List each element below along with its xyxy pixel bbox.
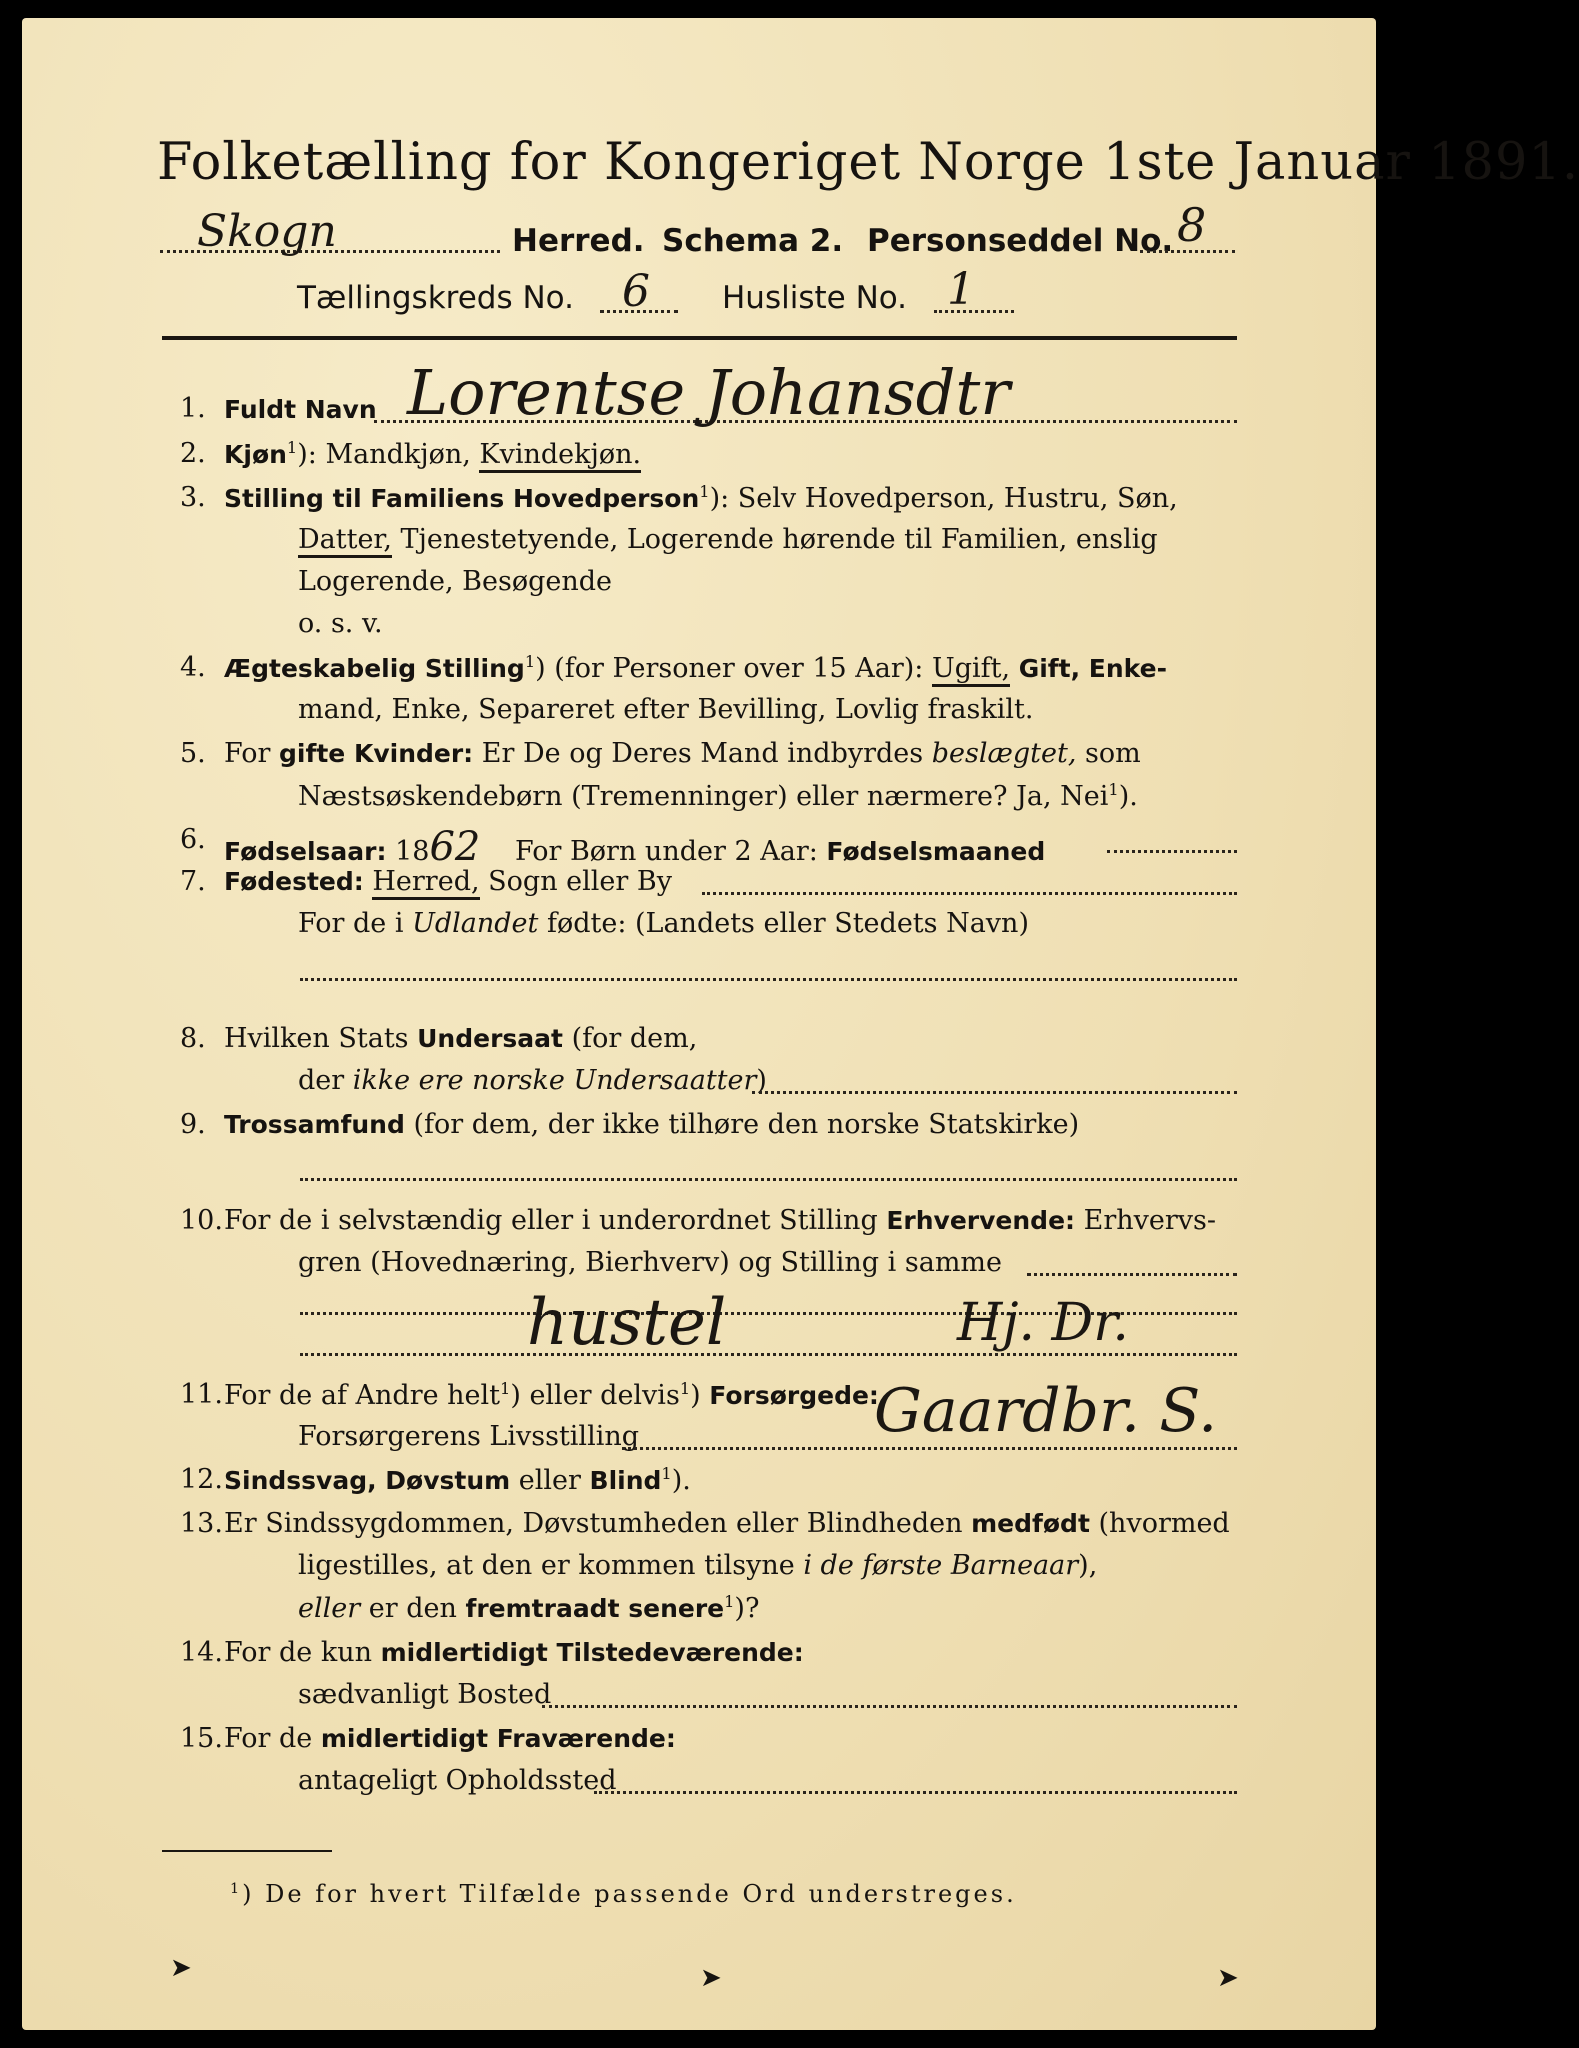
- q4-line1: [224, 652, 1167, 684]
- q8-line2-b: ): [756, 1065, 767, 1096]
- q11-answer: Gaardbr. S.: [874, 1376, 1218, 1446]
- q14-dotted-line: [542, 1705, 1237, 1708]
- q11-line2: Forsørgerens Livsstilling: [298, 1421, 640, 1452]
- husliste-label: Husliste No.: [722, 280, 908, 316]
- q7-line2-a: For de i: [298, 908, 404, 939]
- q7-dotted-line-2: [300, 978, 1237, 981]
- q3-number: 3.: [180, 482, 206, 513]
- q13-number: 13.: [180, 1508, 223, 1539]
- q5-number: 5.: [180, 738, 206, 769]
- q8-line1: [224, 1023, 697, 1054]
- q13-label2: fremtraadt senere: [465, 1594, 725, 1623]
- q9-line: [224, 1109, 1079, 1140]
- q6-label: Fødselsaar:: [224, 837, 387, 866]
- q5-line1-a: Er De og Deres Mand indbyrdes: [481, 738, 924, 769]
- q6-prefix: 18: [395, 836, 430, 867]
- q5-line1-italic: beslægtet,: [931, 738, 1077, 769]
- q15-line2: antageligt Opholdssted: [298, 1765, 617, 1796]
- q12-line: [224, 1464, 691, 1496]
- header-rule: [162, 336, 1237, 340]
- q2-underlined: Kvindekjøn.: [479, 439, 641, 473]
- q13-line2-b: ),: [1078, 1550, 1098, 1581]
- personseddel-label: Personseddel No.: [867, 223, 1174, 259]
- q11-line1-b: ) eller delvis: [510, 1380, 680, 1411]
- q13-label: medfødt: [971, 1509, 1090, 1538]
- q2-label: Kjøn: [224, 440, 287, 469]
- q10-answer: hustel: [527, 1286, 727, 1360]
- footnote: [230, 1880, 1017, 1908]
- personseddel-value: 8: [1177, 198, 1207, 252]
- q13-line1-b: (hvormed: [1098, 1508, 1230, 1539]
- registration-mark-center-icon: ➤: [700, 1963, 722, 1993]
- q5-line1-b: som: [1085, 738, 1141, 769]
- q6-number: 6.: [180, 824, 206, 855]
- q15-label: midlertidigt Fraværende:: [320, 1724, 676, 1753]
- husliste-value: 1: [947, 264, 975, 315]
- q2-sup: 1: [286, 438, 298, 457]
- q5-line2-sup: 1: [1108, 780, 1119, 799]
- q7-line2-italic: Udlandet: [412, 908, 539, 939]
- q11-line1-a: For de af Andre helt: [224, 1380, 501, 1411]
- q2-line: [224, 438, 641, 470]
- q14-label: midlertidigt Tilstedeværende:: [380, 1638, 804, 1667]
- q10-line1-a: For de i selvstændig eller i underordnet Stilling: [224, 1205, 878, 1236]
- q8-number: 8.: [180, 1023, 206, 1054]
- q8-dotted-line: [752, 1091, 1237, 1094]
- q6-answer: 62: [429, 824, 481, 870]
- q11-line1: [224, 1379, 879, 1411]
- q10-number: 10.: [180, 1205, 223, 1236]
- q9-text: (for dem, der ikke tilhøre den norske Statskirke): [413, 1109, 1080, 1140]
- q13-line2: [298, 1550, 1097, 1581]
- q7-line2: [298, 908, 1029, 939]
- q7-text: Sogn eller By: [488, 866, 672, 897]
- q3-line2: [298, 524, 1158, 555]
- q11-number: 11.: [180, 1379, 223, 1410]
- q3-underlined: Datter,: [298, 524, 392, 558]
- q9-number: 9.: [180, 1109, 206, 1140]
- q15-dotted-line: [594, 1791, 1237, 1794]
- q14-number: 14.: [180, 1637, 223, 1668]
- q11-dotted-line: [622, 1447, 1237, 1450]
- q2-text: ): Mandkjøn,: [297, 439, 471, 470]
- q10-line2: gren (Hovednæring, Bierhverv) og Stilling i samme: [298, 1247, 1003, 1278]
- q6-text: For Børn under 2 Aar:: [514, 836, 818, 867]
- q9-label: Trossamfund: [224, 1110, 405, 1139]
- q7-line1: [224, 866, 672, 897]
- q10-line1-b: Erhvervs-: [1083, 1205, 1217, 1236]
- schema-label: Schema 2.: [662, 223, 844, 259]
- q10-dotted-line-3: [300, 1353, 1237, 1356]
- q5-line1: [224, 738, 1141, 769]
- q3-sup: 1: [699, 482, 710, 501]
- q7-number: 7.: [180, 866, 206, 897]
- q4-line1-rest: ) (for Personer over 15 Aar):: [535, 653, 924, 684]
- q6-line: [224, 824, 1045, 870]
- q10-label: Erhvervende:: [886, 1206, 1076, 1235]
- q15-number: 15.: [180, 1723, 223, 1754]
- q14-line1: [224, 1637, 804, 1668]
- q12-number: 12.: [180, 1464, 223, 1495]
- q13-line3: [298, 1592, 759, 1624]
- q11-label: Forsørgede:: [709, 1381, 879, 1410]
- q12-end: ).: [671, 1465, 691, 1496]
- q5-label: gifte Kvinder:: [279, 739, 474, 768]
- q3-line4: o. s. v.: [298, 608, 383, 639]
- q4-number: 4.: [180, 652, 206, 683]
- registration-mark-left-icon: ➤: [170, 1953, 192, 1983]
- q6-label2: Fødselsmaaned: [826, 837, 1046, 866]
- q12-label: Sindssvag, Døvstum: [224, 1466, 511, 1495]
- q8-line2-italic: ikke ere norske Undersaatter: [352, 1065, 757, 1096]
- q1-label: Fuldt Navn: [224, 395, 377, 424]
- q12-label2: Blind: [589, 1466, 662, 1495]
- q8-line2-a: der: [298, 1065, 345, 1096]
- q8-line1-a: Hvilken Stats: [224, 1023, 409, 1054]
- q13-line3-italic: eller: [298, 1593, 361, 1624]
- q15-pre: For de: [224, 1723, 313, 1754]
- q7-label: Fødested:: [224, 867, 364, 896]
- q10-line1: [224, 1205, 1216, 1236]
- q10-answer-2: Hj. Dr.: [957, 1293, 1129, 1353]
- q13-line1-a: Er Sindssygdommen, Døvstumheden eller Blindheden: [224, 1508, 963, 1539]
- q4-line1-tail: Gift, Enke-: [1018, 654, 1167, 683]
- q7-underlined: Herred,: [372, 866, 479, 900]
- q1-number: 1.: [180, 393, 206, 424]
- q8-line2: [298, 1065, 767, 1096]
- q3-line3: Logerende, Besøgende: [298, 566, 612, 597]
- q3-line1-rest: ): Selv Hovedperson, Hustru, Søn,: [709, 483, 1178, 514]
- footnote-sup: 1: [230, 1881, 243, 1897]
- q6-dotted-line: [1107, 850, 1237, 853]
- q13-line2-a: ligestilles, at den er kommen tilsyne: [298, 1550, 795, 1581]
- form-title: Folketælling for Kongeriget Norge 1ste Januar 1891.: [157, 133, 1579, 192]
- q9-dotted-line: [300, 1178, 1237, 1181]
- q10-dotted-line: [1027, 1273, 1237, 1276]
- q14-pre: For de kun: [224, 1637, 372, 1668]
- q2-number: 2.: [180, 438, 206, 469]
- q1-answer: Lorentse Johansdtr: [407, 356, 1010, 429]
- q11-line1-c: ): [690, 1380, 701, 1411]
- q14-line2: sædvanligt Bosted: [298, 1679, 552, 1710]
- q3-line1: [224, 482, 1178, 514]
- herred-label: Herred.: [512, 223, 645, 259]
- census-form: [22, 18, 1579, 2030]
- q12-sup: 1: [661, 1464, 672, 1483]
- footnote-rule: [162, 1850, 332, 1852]
- q3-label: Stilling til Familiens Hovedperson: [224, 484, 700, 513]
- q13-line2-italic: i de første Barneaar: [803, 1550, 1079, 1581]
- q13-line1: [224, 1508, 1230, 1539]
- q3-line2-rest: Tjenestetyende, Logerende hørende til Familien, enslig: [400, 524, 1158, 555]
- q8-label: Undersaat: [417, 1024, 563, 1053]
- q4-sup: 1: [524, 652, 536, 671]
- q4-label: Ægteskabelig Stilling: [224, 654, 525, 683]
- q13-line3-a: er den: [368, 1593, 457, 1624]
- q15-line1: [224, 1723, 676, 1754]
- q11-sup2: 1: [679, 1379, 691, 1398]
- q7-line2-b: fødte: (Landets eller Stedets Navn): [546, 908, 1029, 939]
- q13-line3-sup: 1: [724, 1592, 735, 1611]
- q7-dotted-line: [702, 892, 1237, 895]
- q4-underlined: Ugift,: [932, 653, 1010, 687]
- q5-line2-end: ).: [1118, 781, 1138, 812]
- q12-text: eller: [518, 1465, 581, 1496]
- q4-line2: mand, Enke, Separeret efter Bevilling, Lovlig fraskilt.: [298, 694, 1034, 725]
- kreds-label: Tællingskreds No.: [297, 280, 574, 316]
- q11-sup1: 1: [500, 1379, 511, 1398]
- registration-mark-right-icon: ➤: [1217, 1963, 1239, 1993]
- q5-line2: [298, 780, 1138, 812]
- herred-value: Skogn: [197, 206, 337, 257]
- q5-pre: For: [224, 738, 271, 769]
- kreds-value: 6: [622, 266, 650, 317]
- q8-line1-b: (for dem,: [571, 1023, 698, 1054]
- q5-line2-text: Næstsøskendebørn (Tremenninger) eller nærmere? Ja, Nei: [298, 781, 1109, 812]
- footnote-text: ) De for hvert Tilfælde passende Ord understreges.: [242, 1880, 1017, 1908]
- q13-line3-b: )?: [734, 1593, 760, 1624]
